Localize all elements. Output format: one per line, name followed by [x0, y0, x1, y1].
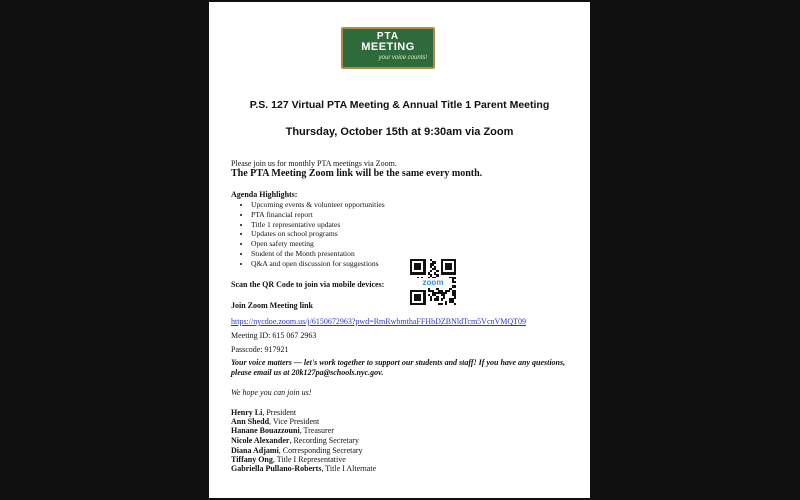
logo-line1: PTA [376, 31, 400, 42]
passcode: Passcode: 917921 [231, 345, 289, 354]
zoom-logo-icon: zoom [414, 278, 452, 288]
officer-line [231, 426, 334, 436]
officer-name: Henry Li [231, 408, 263, 417]
document-page [209, 2, 590, 498]
voice-message: Your voice matters — let's work together to support our students and staff! If you have any questions, please email us at 20k127pa@schools.nyc.gov. [231, 358, 566, 377]
qr-label: Scan the QR Code to join via mobile devices: [231, 280, 385, 289]
officer-role: , Recording Secretary [289, 436, 359, 445]
officer-name: Nicole Alexander [231, 436, 290, 445]
officer-name: Diana Adjami [231, 446, 279, 455]
officer-line [231, 436, 359, 446]
meeting-date: Thursday, October 15th at 9:30am via Zoom [285, 126, 514, 138]
agenda-heading: Agenda Highlights: [231, 190, 298, 199]
agenda-item: • Student of the Month presentation [251, 249, 385, 259]
agenda-item: • Q&A and open discussion for suggestions [251, 259, 385, 269]
hope-text: We hope you can join us! [231, 388, 312, 397]
officer-role: , Title I Alternate [321, 464, 377, 473]
officer-role: , Treasurer [299, 426, 334, 435]
officer-name: Gabriella Pullano-Roberts [231, 464, 322, 473]
agenda-list [239, 200, 385, 269]
same-link-notice: The PTA Meeting Zoom link will be the same every month. [231, 168, 483, 179]
agenda-item: • Open safety meeting [251, 239, 385, 249]
officer-role: , President [262, 408, 297, 417]
join-heading: Join Zoom Meeting link [231, 301, 314, 310]
logo-line2: MEETING [361, 41, 415, 53]
officer-name: Tiffany Ong [231, 455, 273, 464]
officer-role: , Corresponding Secretary [278, 446, 363, 455]
page-title: P.S. 127 Virtual PTA Meeting & Annual Title 1 Parent Meeting [249, 99, 550, 111]
logo-tagline: your voice counts! [378, 55, 427, 61]
officer-role: , Title I Representative [272, 455, 346, 464]
agenda-item: • Updates on school programs [251, 229, 385, 239]
intro-text: Please join us for monthly PTA meetings via Zoom. [231, 159, 397, 168]
officer-name: Ann Shedd [231, 417, 270, 426]
officer-role: , Vice President [269, 417, 320, 426]
meeting-id: Meeting ID: 615 067 2963 [231, 331, 317, 340]
pta-meeting-logo [341, 27, 435, 69]
agenda-item: • Upcoming events & volunteer opportunities [251, 200, 385, 210]
officer-name: Hanane Bouazzouni [231, 426, 300, 435]
agenda-item: • PTA financial report [251, 210, 385, 220]
join-zoom-link[interactable]: https://nycdoe.zoom.us/j/6150672963?pwd=RmRwbmthaFFHbDZBNldTcm5VcnVMQT09 [231, 317, 527, 326]
agenda-item: • Title 1 representative updates [251, 220, 385, 230]
officer-line [231, 464, 376, 474]
